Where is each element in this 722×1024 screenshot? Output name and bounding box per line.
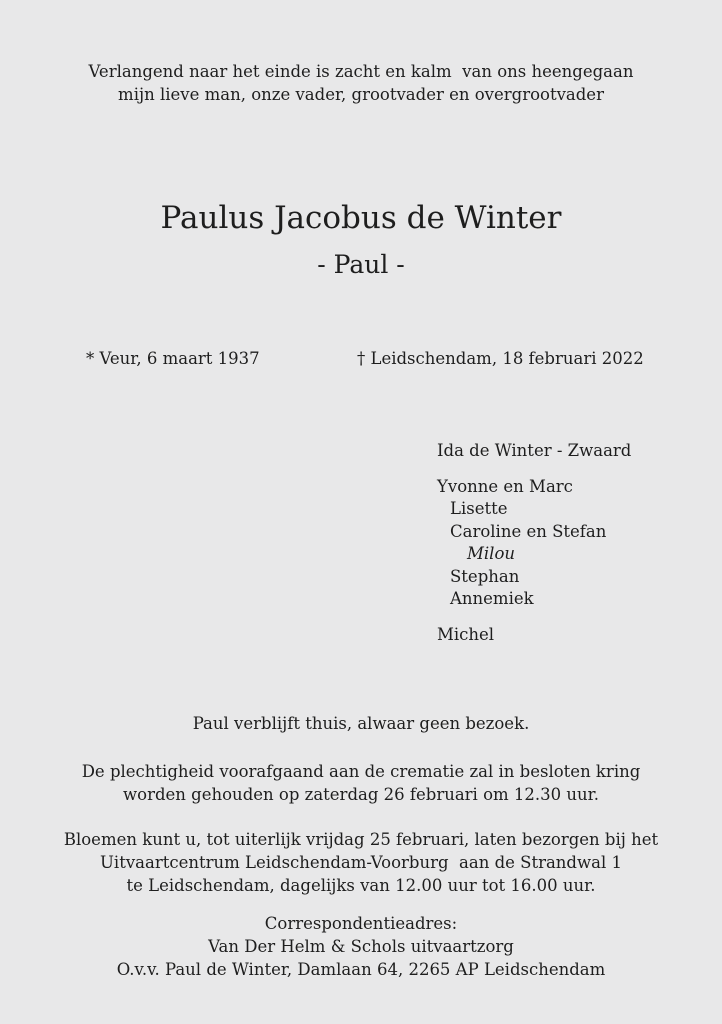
notice-line: Bloemen kunt u, tot uiterlijk vrijdag 25 februari, laten bezorgen bij het [63,830,659,849]
flowers-notice [0,828,722,897]
family-child: Yvonne en Marc [437,476,573,496]
ceremony-notice [0,760,722,806]
correspondence-heading: Correspondentieadres: [264,914,458,933]
deceased-name: Paulus Jacobus de Winter [160,200,562,236]
family-grandchild: Annemiek [450,589,534,608]
intro-text [0,60,722,106]
notice-line: te Leidschendam, dagelijks van 12.00 uur tot 16.00 uur. [126,876,596,895]
intro-line: mijn lieve man, onze vader, grootvader en overgrootvader [118,85,604,104]
death-info: † Leidschendam, 18 februari 2022 [357,349,644,368]
correspondence-line: Van Der Helm & Schols uitvaartzorg [208,937,514,956]
notice-line: Uitvaartcentrum Leidschendam-Voorburg aan de Strandwal 1 [100,853,622,872]
family-greatgrandchild: Milou [467,544,516,563]
correspondence-address [0,912,722,981]
family-grandchild: Caroline en Stefan [450,521,607,541]
notice-line: worden gehouden op zaterdag 26 februari om 12.30 uur. [123,785,599,804]
family-grandchild: Lisette [450,499,508,518]
family-child: Michel [437,624,495,644]
visit-notice [0,712,722,735]
family-grandchild: Stephan [450,566,520,586]
family-list [437,440,631,646]
intro-line: Verlangend naar het einde is zacht en kalm van ons heengegaan [88,62,634,81]
correspondence-line: O.v.v. Paul de Winter, Damlaan 64, 2265 AP Leidschendam [116,960,606,979]
birth-info: * Veur, 6 maart 1937 [86,349,260,368]
deceased-nickname: - Paul - [317,250,405,279]
notice-line: Paul verblijft thuis, alwaar geen bezoek. [192,714,530,733]
notice-line: De plechtigheid voorafgaand aan de crematie zal in besloten kring [81,762,641,781]
family-spouse: Ida de Winter - Zwaard [437,441,632,460]
